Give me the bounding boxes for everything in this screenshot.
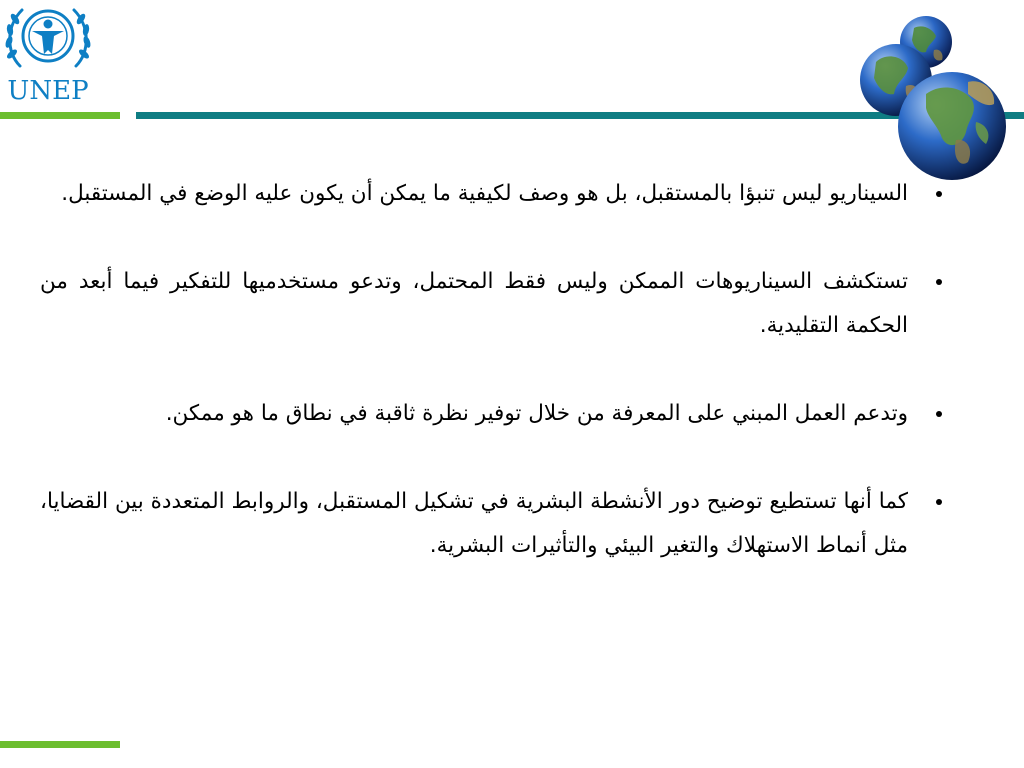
bullet-item: [40, 172, 960, 216]
bullet-text: السيناريو ليس تنبؤا بالمستقبل، بل هو وصف لكيفية ما يمكن أن يكون عليه الوضع في المستقبل.: [61, 181, 908, 206]
unep-emblem-icon: [0, 0, 96, 78]
bullet-dot-icon: [936, 499, 942, 505]
bullet-dot-icon: [936, 411, 942, 417]
bullet-text: تستكشف السيناريوهات الممكن وليس فقط المحتمل، وتدعو مستخدميها للتفكير فيما أبعد من الحكمة التقليدية.: [40, 269, 908, 338]
unep-logo: [0, 0, 96, 108]
bullet-list: [40, 172, 960, 612]
bullet-text: وتدعم العمل المبني على المعرفة من خلال توفير نظرة ثاقبة في نطاق ما هو ممكن.: [165, 401, 908, 426]
bullet-dot-icon: [936, 279, 942, 285]
bullet-item: [40, 260, 960, 348]
bullet-text: كما أنها تستطيع توضيح دور الأنشطة البشرية في تشكيل المستقبل، والروابط المتعددة بين القضايا، مثل أنماط الاستهلاك والتغير البيئي والتأثيرات البشرية.: [40, 489, 908, 558]
header-green-bar: [0, 112, 120, 119]
bullet-dot-icon: [936, 191, 942, 197]
unep-logo-text: UNEP: [7, 76, 89, 106]
globes-icon: [856, 12, 1016, 184]
bullet-item: [40, 480, 960, 568]
bullet-item: [40, 392, 960, 436]
globe-large: [898, 72, 1006, 180]
footer-green-bar: [0, 741, 120, 748]
